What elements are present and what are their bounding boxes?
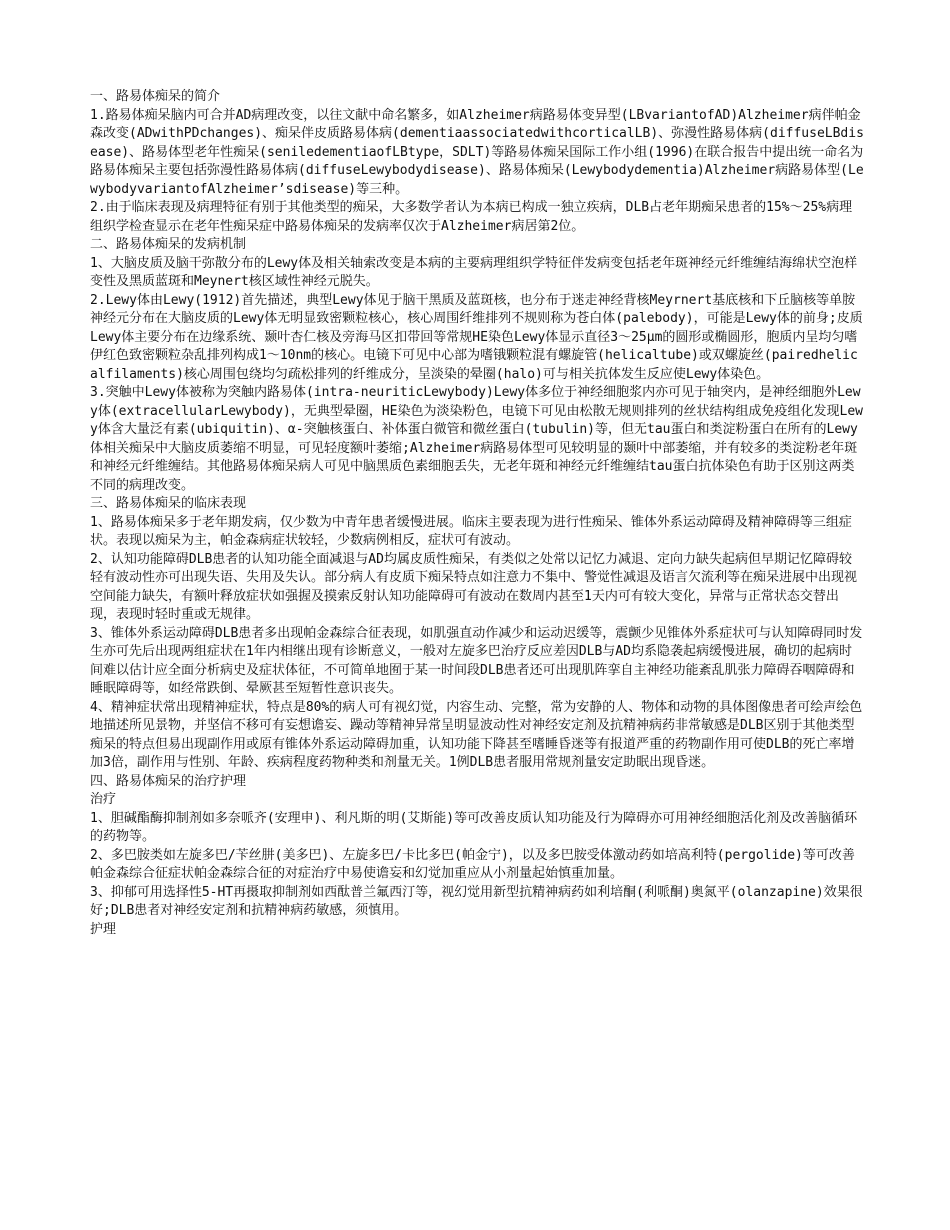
section-heading-mechanism: 二、路易体痴呆的发病机制: [90, 237, 247, 252]
paragraph-clinical-4: 4、精神症状常出现精神症状，特点是80%的病人可有视幻觉，内容生动、完整，常为安静的人、物体和动物的具体图像患者可绘声绘色地描述所见景物，并坚信不移可有妄想谵妄、躁动等精神异常呈明显波动性对神经安定剂及抗精神病药非常敏感是DLB区别于其他类型痴呆的特点但易出现副作用或原有锥体外系运动障碍加重，认知功能下降甚至嗜睡昏迷等有报道严重的药物副作用可使DLB的死亡率增加3倍，副作用与性别、年龄、疾病程度药物种类和剂量无关。1例DLB患者服用常规剂量安定助眠出现昏迷。: [90, 699, 863, 770]
paragraph-clinical-3: 3、锥体外系运动障碍DLB患者多出现帕金森综合征表现，如肌强直动作减少和运动迟缓等，震颤少见锥体外系症状可与认知障碍同时发生亦可先后出现两组症状在1年内相继出现有诊断意义，一般对左旋多巴治疗反应差因DLB与AD均系隐袭起病缓慢进展，确切的起病时间难以估计应全面分析病史及症状体征，不可简单地囿于某一时间段DLB患者还可出现肌阵挛自主神经功能紊乱肌张力障碍吞咽障碍和睡眠障碍等，如经常跌倒、晕厥甚至短暂性意识丧失。: [90, 625, 863, 696]
paragraph-treatment-2: 2、多巴胺类如左旋多巴/苄丝肼(美多巴)、左旋多巴/卡比多巴(帕金宁)，以及多巴胺受体激动药如培高利特(pergolide)等可改善帕金森综合征症状帕金森综合征的对症治疗中易使谵妄和幻觉加重应从小剂量起始慎重加量。: [90, 847, 855, 881]
section-heading-clinical: 三、路易体痴呆的临床表现: [90, 496, 247, 511]
paragraph-intro-2: 2.由于临床表现及病理特征有别于其他类型的痴呆，大多数学者认为本病已构成一独立疾病，DLB占老年期痴呆患者的15%～25%病理组织学检查显示在老年性痴呆症中路易体痴呆的发病率仅次于Alzheimer病居第2位。: [90, 200, 853, 234]
paragraph-mechanism-1: 1、大脑皮质及脑干弥散分布的Lewy体及相关轴索改变是本病的主要病理组织学特征伴发病变包括老年斑神经元纤维缠结海绵状空泡样变性及黑质蓝斑和Meynert核区域性神经元脱失。: [90, 255, 858, 289]
section-heading-treatment: 四、路易体痴呆的治疗护理: [90, 773, 247, 789]
section-heading-intro: 一、路易体痴呆的简介: [90, 89, 221, 104]
paragraph-treatment-3: 3、抑郁可用选择性5-HT再摄取抑制剂如西酞普兰氟西汀等，视幻觉用新型抗精神病药如利培酮(利哌酮)奥氮平(olanzapine)效果很好;DLB患者对神经安定剂和抗精神病药敏感，须慎用。: [90, 884, 863, 918]
paragraph-clinical-2: 2、认知功能障碍DLB患者的认知功能全面减退与AD均属皮质性痴呆，有类似之处常以记忆力减退、定向力缺失起病但早期记忆障碍较轻有波动性亦可出现失语、失用及失认。部分病人有皮质下痴呆特点如注意力不集中、警觉性减退及语言欠流利等在痴呆进展中出现视空间能力缺失，有额叶释放症状如强握及摸索反射认知功能障碍可有波动在数周内甚至1天内可有较大变化，异常与正常状态交替出现，表现时轻时重或无规律。: [90, 551, 858, 622]
paragraph-mechanism-2: 2.Lewy体由Lewy(1912)首先描述，典型Lewy体见于脑干黑质及蓝斑核，也分布于迷走神经背核Meyrnert基底核和下丘脑核等单胺神经元分布在大脑皮质的Lewy体无明显致密颗粒核心，核心周围纤维排列不规则称为苍白体(palebody)，可能是Lewy体的前身;皮质Lewy体主要分布在边缘系统、颞叶杏仁核及旁海马区扣带回等常规HE染色Lewy体显示直径3～25μm的圆形或椭圆形，胞质内呈均匀嗜伊红色致密颗粒杂乱排列构成1～10nm的核心。电镜下可见中心部为嗜锇颗粒混有螺旋管(helicaltube)或双螺旋丝(pairedhelicalfilaments)核心周围包绕均匀疏松排列的纤维成分，呈淡染的晕圈(halo)可与相关抗体发生反应使Lewy体染色。: [90, 292, 863, 382]
paragraph-clinical-1: 1、路易体痴呆多于老年期发病，仅少数为中青年患者缓慢进展。临床主要表现为进行性痴呆、锥体外系运动障碍及精神障碍等三组症状。表现以痴呆为主，帕金森病症状较轻，少数病例相反，症状可有波动。: [90, 514, 852, 548]
paragraph-intro-1: 1.路易体痴呆脑内可合并AD病理改变，以往文献中命名繁多，如Alzheimer病路易体变异型(LBvariantofAD)Alzheimer病伴帕金森改变(ADwithPDchanges)、痴呆伴皮质路易体病(dementiaassociatedwithcorticalLB)、弥漫性路易体病(diffuseLBdisease)、路易体型老年性痴呆(seniledementiaofLBtype，SDLT)等路易体痴呆国际工作小组(1996)在联合报告中提出统一命名为路易体痴呆主要包括弥漫性路易体病(diffuseLewybodydisease)、路易体痴呆(Lewybodydementia)Alzheimer病路易体型(LewybodyvariantofAlzheimer’sdisease)等三种。: [90, 107, 864, 197]
paragraph-treatment-1: 1、胆碱酯酶抑制剂如多奈哌齐(安理申)、利凡斯的明(艾斯能)等可改善皮质认知功能及行为障碍亦可用神经细胞活化剂及改善脑循环的药物等。: [90, 810, 858, 844]
paragraph-mechanism-3: 3.突触中Lewy体被称为突触内路易体(intra-neuriticLewybody)Lewy体多位于神经细胞浆内亦可见于轴突内，是神经细胞外Lewy体(extracellularLewybody)，无典型晕圈，HE染色为淡染粉色，电镜下可见由松散无规则排列的丝状结构组成免疫组化发现Lewy体含大量泛有素(ubiquitin)、α-突触核蛋白、补体蛋白微管和微丝蛋白(tubulin)等，但无tau蛋白和类淀粉蛋白在所有的Lewy体相关痴呆中大脑皮质萎缩不明显，可见轻度额叶萎缩;Alzheimer病路易体型可见较明显的颞叶中部萎缩，并有较多的类淀粉老年斑和神经元纤维缠结。其他路易体痴呆病人可见中脑黑质色素细胞丢失，无老年斑和神经元纤维缠结tau蛋白抗体染色有助于区别这两类不同的病理改变。: [90, 385, 863, 493]
subheading-nursing: 护理: [90, 921, 117, 937]
subheading-treatment: 治疗: [90, 792, 117, 807]
